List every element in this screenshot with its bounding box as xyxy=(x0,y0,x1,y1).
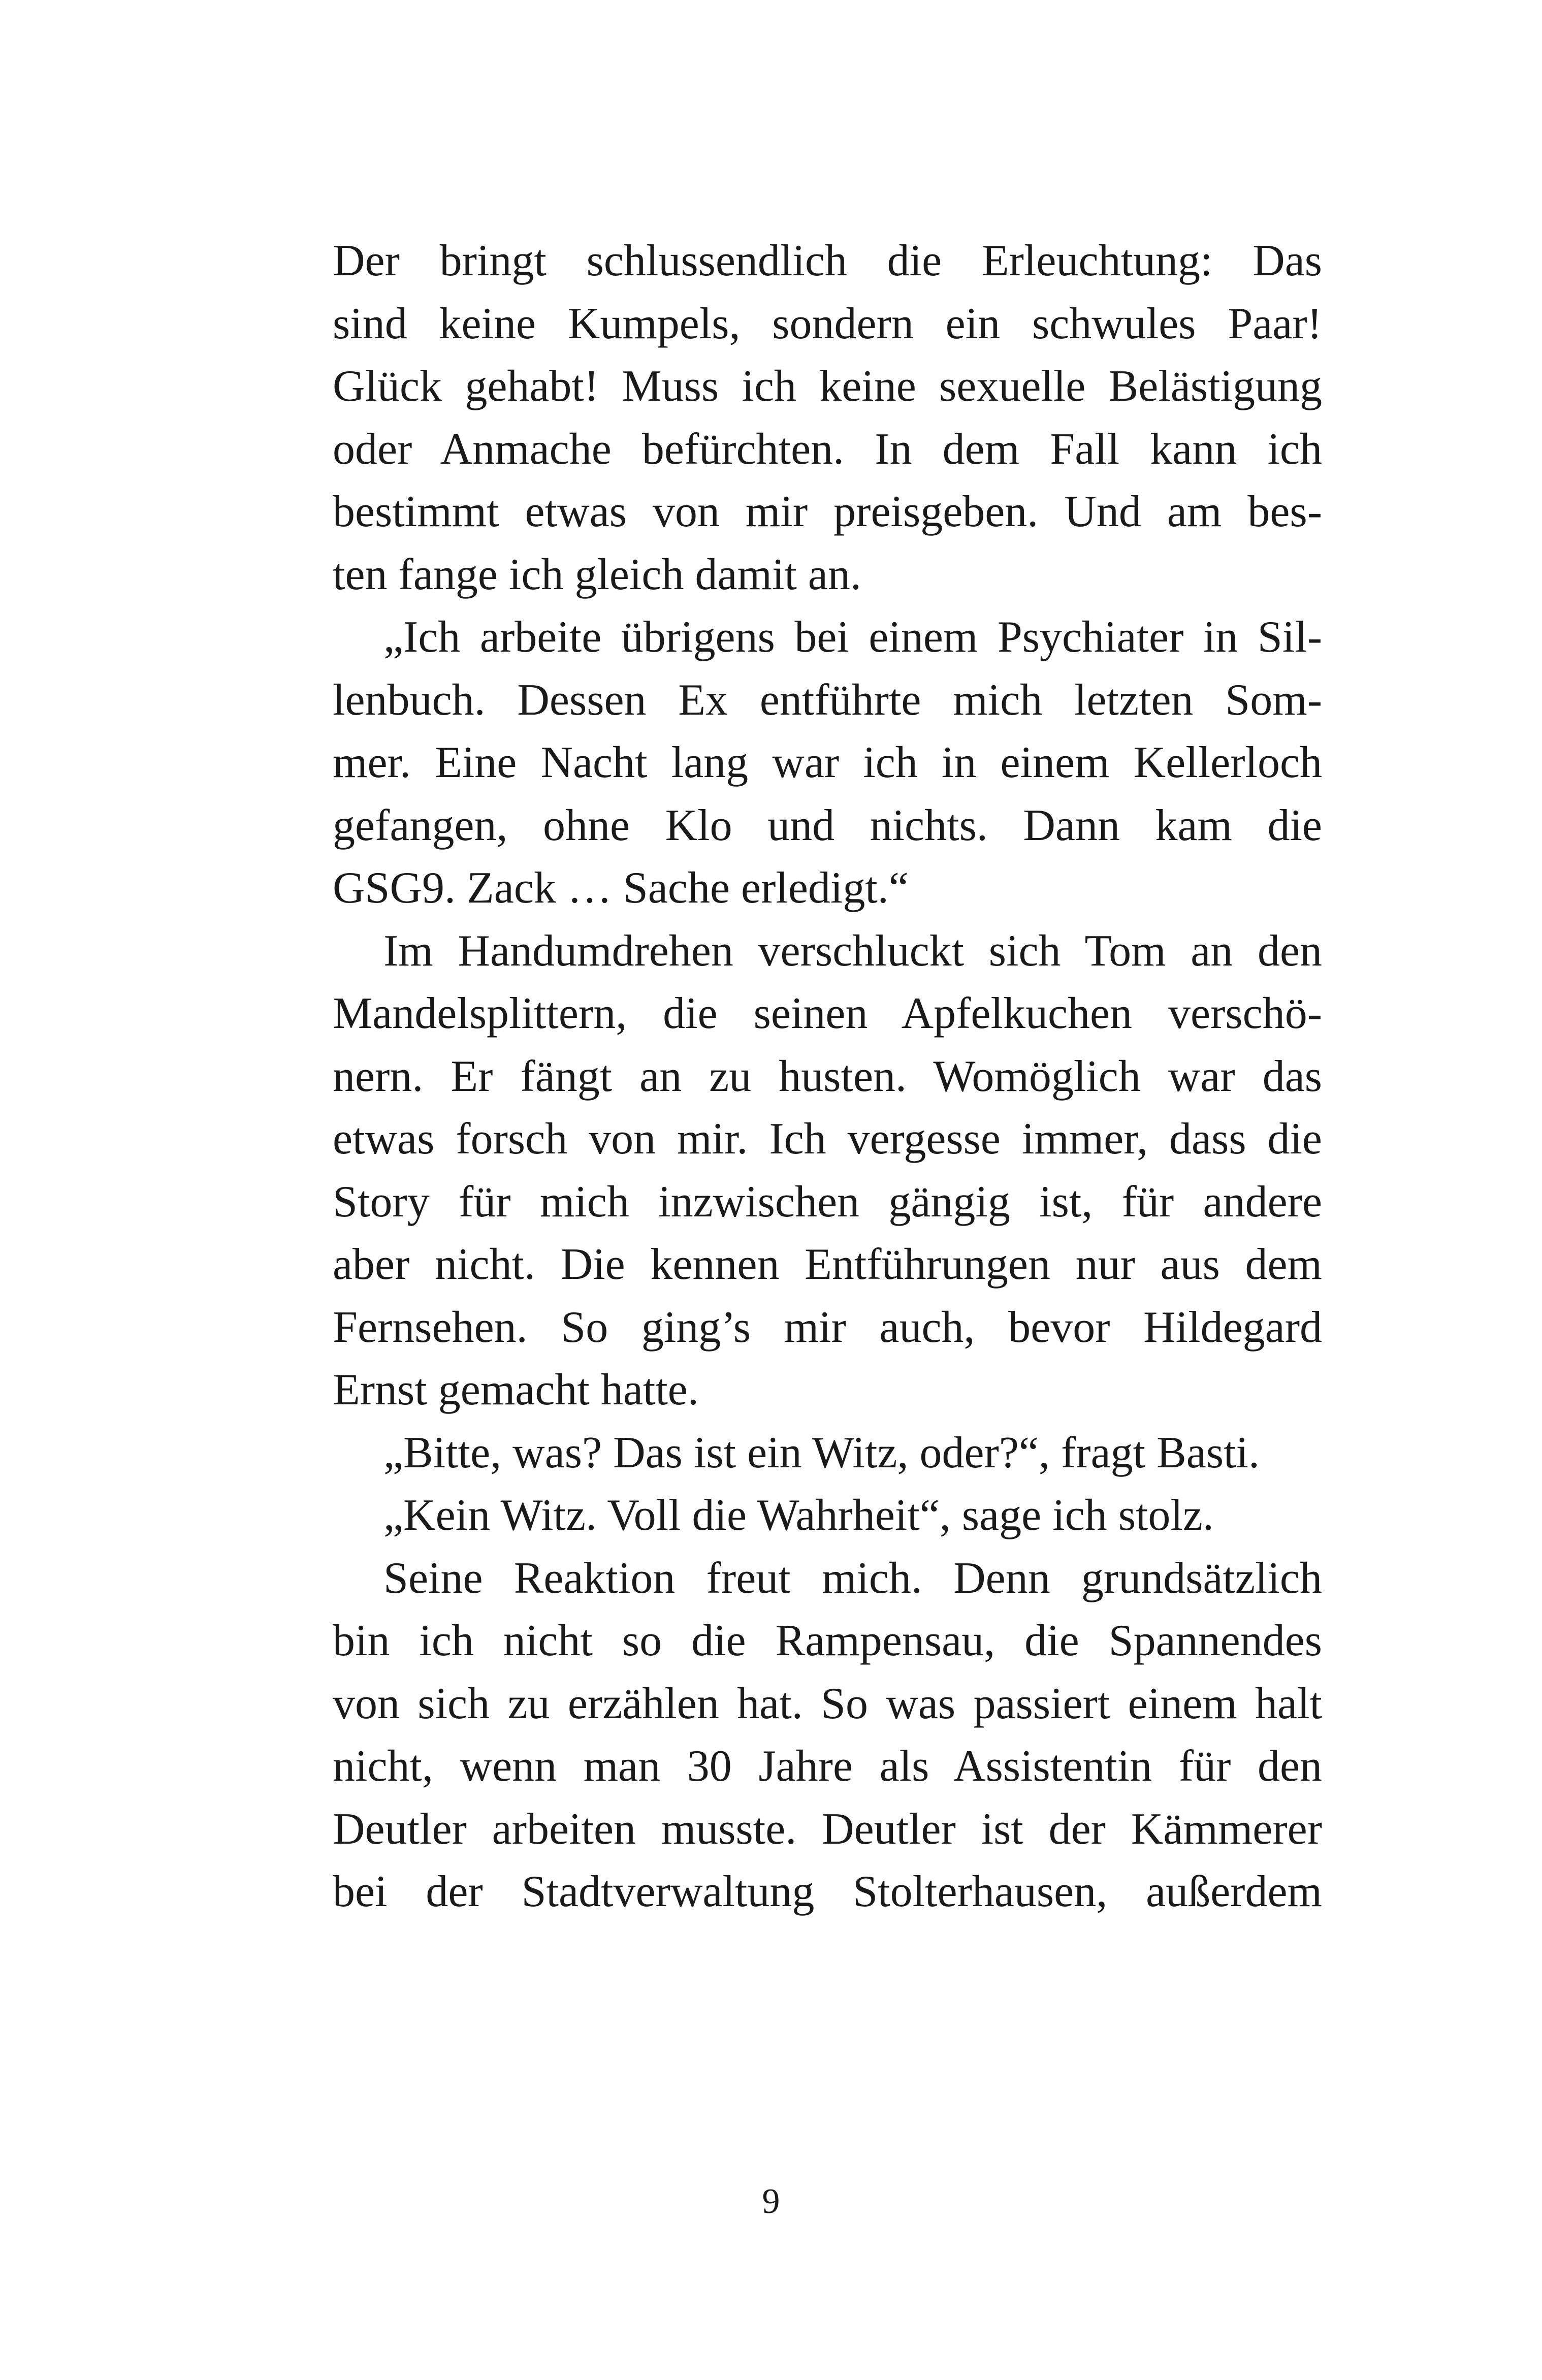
text-line: mer. Eine Nacht lang war ich in einem Kellerloch xyxy=(333,738,1322,787)
text-line: „Ich arbeite übrigens bei einem Psychiater in Sil- xyxy=(383,613,1322,662)
text-line: Mandelsplittern, die seinen Apfelkuchen verschö- xyxy=(333,989,1322,1038)
text-line: Glück gehabt! Muss ich keine sexuelle Belästigung xyxy=(333,362,1322,411)
text-line: Der bringt schlussendlich die Erleuchtung: Das xyxy=(333,236,1322,285)
text-line: etwas forsch von mir. Ich vergesse immer, dass die xyxy=(333,1114,1322,1164)
text-line: bei der Stadtverwaltung Stolterhausen, außerdem xyxy=(333,1867,1322,1916)
text-line: „Bitte, was? Das ist ein Witz, oder?“, fragt Basti. xyxy=(383,1428,1260,1477)
text-line: nern. Er fängt an zu husten. Womöglich war das xyxy=(333,1051,1322,1101)
text-line: „Kein Witz. Voll die Wahrheit“, sage ich stolz. xyxy=(383,1491,1214,1540)
text-line: nicht, wenn man 30 Jahre als Assistentin für den xyxy=(333,1742,1322,1791)
text-line: aber nicht. Die kennen Entführungen nur aus dem xyxy=(333,1240,1322,1289)
text-line: Seine Reaktion freut mich. Denn grundsätzlich xyxy=(383,1553,1322,1603)
text-line: von sich zu erzählen hat. So was passiert einem halt xyxy=(333,1679,1322,1728)
body-text xyxy=(333,230,1322,1923)
text-line: oder Anmache befürchten. In dem Fall kann ich xyxy=(333,424,1322,474)
text-line: Ernst gemacht hatte. xyxy=(333,1365,699,1414)
text-line: bin ich nicht so die Rampensau, die Spannendes xyxy=(333,1616,1322,1665)
text-line: bestimmt etwas von mir preisgeben. Und am bes- xyxy=(333,487,1322,536)
text-line: Deutler arbeiten musste. Deutler ist der Kämmerer xyxy=(333,1804,1322,1854)
page-number: 9 xyxy=(762,2182,780,2221)
text-line: Im Handumdrehen verschluckt sich Tom an den xyxy=(383,926,1322,976)
text-line: lenbuch. Dessen Ex entführte mich letzten Som- xyxy=(333,675,1322,725)
text-line: ten fange ich gleich damit an. xyxy=(333,550,861,599)
text-line: Fernsehen. So ging’s mir auch, bevor Hildegard xyxy=(333,1302,1322,1352)
text-line: GSG9. Zack … Sache erledigt.“ xyxy=(333,863,909,913)
text-line: sind keine Kumpels, sondern ein schwules Paar! xyxy=(333,299,1322,348)
text-line: gefangen, ohne Klo und nichts. Dann kam die xyxy=(333,800,1322,850)
text-line: Story für mich inzwischen gängig ist, für andere xyxy=(333,1177,1322,1227)
